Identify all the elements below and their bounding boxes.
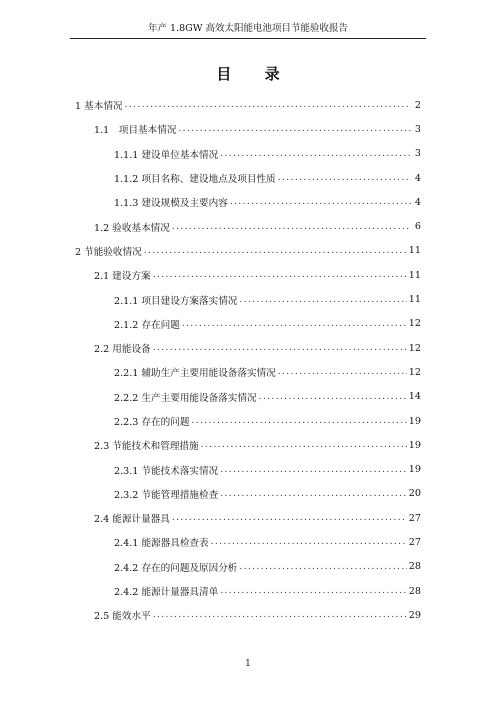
toc-leader-dots (259, 392, 407, 402)
toc-leader-dots (153, 270, 407, 280)
toc-entry[interactable] (75, 214, 421, 238)
toc-entry-label: 2.2.2 生产主要用能设备落实情况 (114, 392, 257, 404)
toc-leader-dots (278, 367, 407, 377)
toc-leader-dots (153, 343, 407, 353)
toc-entry[interactable] (75, 166, 421, 190)
toc-entry[interactable] (75, 530, 421, 554)
toc-entry-page: 20 (408, 488, 421, 500)
toc-entry-page: 14 (408, 391, 421, 403)
toc-entry[interactable] (75, 506, 421, 530)
toc-entry-label: 1.2 验收基本情况 (94, 222, 170, 234)
toc-entry[interactable] (75, 457, 421, 481)
toc-leader-dots (239, 562, 406, 572)
toc-entry-page: 19 (408, 439, 421, 451)
header-rule (70, 38, 426, 39)
toc-entry-page: 11 (408, 245, 421, 257)
toc-leader-dots (211, 537, 407, 547)
toc-entry[interactable] (75, 93, 421, 117)
toc-entry-label: 2.3.2 节能管理措施检查 (114, 489, 219, 501)
toc-entry-page: 27 (408, 536, 421, 548)
toc-entry[interactable] (75, 336, 421, 360)
toc-leader-dots (178, 124, 411, 134)
toc-leader-dots (172, 513, 407, 523)
toc-entry-label: 1.1 项目基本情况 (94, 125, 177, 137)
toc-entry[interactable] (75, 433, 421, 457)
toc-leader-dots (220, 586, 407, 596)
toc-entry[interactable] (75, 603, 421, 627)
toc-leader-dots (278, 173, 411, 183)
toc-entry-label: 2.2.1 辅助生产主要用能设备落实情况 (114, 368, 276, 380)
toc-entry[interactable] (75, 117, 421, 141)
toc-leader-dots (239, 295, 406, 305)
toc-entry-page: 28 (408, 585, 421, 597)
toc-entry-label: 2.1 建设方案 (94, 271, 151, 283)
toc-entry[interactable] (75, 190, 421, 214)
toc-entry-page: 28 (408, 561, 421, 573)
toc-entry-label: 1 基本情况 (75, 101, 123, 113)
toc-entry-label: 1.1.1 建设单位基本情况 (114, 149, 219, 161)
toc-entry[interactable] (75, 482, 421, 506)
toc-leader-dots (191, 416, 406, 426)
toc-entry-label: 1.1.2 项目名称、建设地点及项目性质 (114, 174, 276, 186)
toc-entry-label: 2.1.2 存在问题 (114, 319, 180, 331)
toc-leader-dots (220, 465, 407, 475)
toc-entry-label: 1.1.3 建设规模及主要内容 (114, 198, 228, 210)
toc-entry[interactable] (75, 385, 421, 409)
toc-title: 目 录 (216, 65, 294, 83)
toc-entry-page: 11 (408, 294, 421, 306)
toc-leader-dots (220, 149, 411, 159)
toc-entry-page: 12 (408, 366, 421, 378)
toc-leader-dots (144, 246, 407, 256)
toc-entry-page: 11 (408, 269, 421, 281)
toc-entry-label: 2.5 能效水平 (94, 611, 151, 623)
toc-entry-page: 12 (408, 318, 421, 330)
toc-entry-label: 2.4.2 存在的问题及原因分析 (114, 562, 238, 574)
toc-entry[interactable] (75, 360, 421, 384)
toc-entry-page: 4 (414, 196, 421, 208)
toc-entry-label: 2.1.1 项目建设方案落实情况 (114, 295, 238, 307)
toc-leader-dots (201, 440, 407, 450)
toc-leader-dots (153, 610, 407, 620)
toc-entry-label: 2 节能验收情况 (75, 246, 142, 258)
toc-entry-page: 27 (408, 512, 421, 524)
toc-leader-dots (230, 197, 411, 207)
toc-leader-dots (220, 489, 407, 499)
toc-entry[interactable] (75, 555, 421, 579)
toc-entry-page: 12 (408, 342, 421, 354)
toc-entry-label: 2.4 能源计量器具 (94, 514, 170, 526)
toc-leader-dots (172, 222, 411, 232)
toc-entry[interactable] (75, 312, 421, 336)
toc-entry[interactable] (75, 579, 421, 603)
toc-entry-page: 6 (414, 221, 421, 233)
toc-leader-dots (125, 100, 411, 110)
toc-entry-label: 2.3 节能技术和管理措施 (94, 441, 199, 453)
toc-leader-dots (182, 319, 407, 329)
toc-entry-page: 2 (414, 99, 421, 111)
toc-entry-page: 29 (408, 609, 421, 621)
toc-entry[interactable] (75, 239, 421, 263)
toc-entry-page: 19 (408, 415, 421, 427)
toc-entry-page: 3 (414, 123, 421, 135)
table-of-contents (75, 93, 421, 628)
toc-entry[interactable] (75, 263, 421, 287)
toc-entry[interactable] (75, 142, 421, 166)
toc-entry-label: 2.4.1 能源器具检查表 (114, 538, 209, 550)
toc-entry-label: 2.3.1 节能技术落实情况 (114, 465, 219, 477)
toc-entry-label: 2.4.2 能源计量器具清单 (114, 587, 219, 599)
page-number: 1 (245, 659, 251, 669)
toc-entry[interactable] (75, 409, 421, 433)
toc-entry-label: 2.2.3 存在的问题 (114, 417, 190, 428)
toc-entry-page: 4 (414, 172, 421, 184)
toc-entry-page: 3 (414, 148, 421, 160)
toc-entry-page: 19 (408, 464, 421, 476)
toc-entry-label: 2.2 用能设备 (94, 344, 151, 356)
page-header: 年产 1.8GW 高效太阳能电池项目节能验收报告 (147, 23, 348, 34)
toc-entry[interactable] (75, 287, 421, 311)
